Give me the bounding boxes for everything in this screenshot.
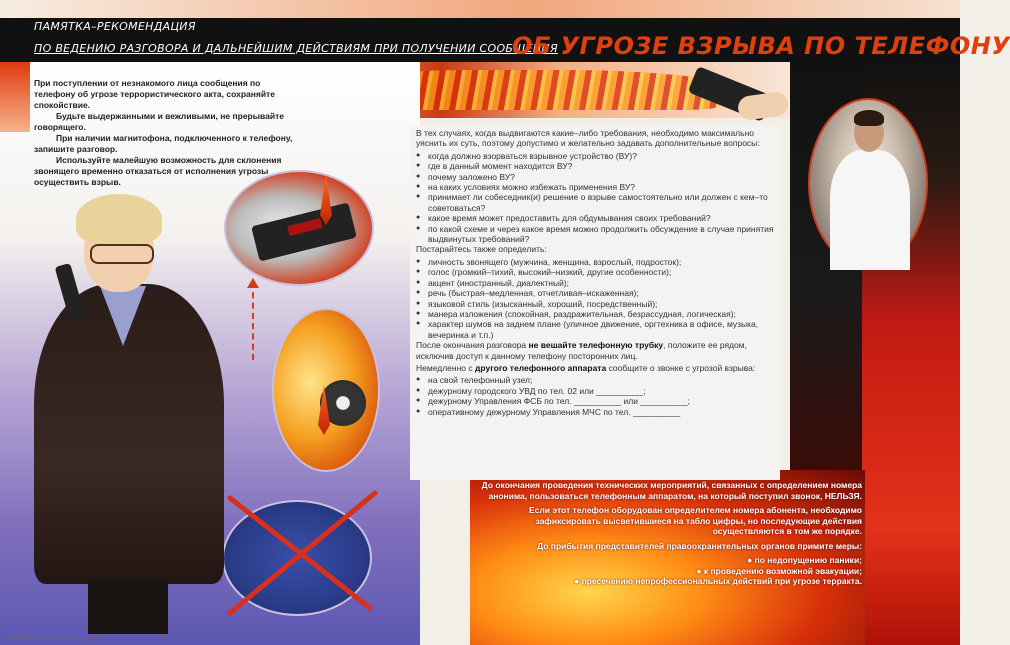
man-on-phone-image bbox=[808, 98, 928, 268]
list-item: ● почему заложено ВУ? bbox=[416, 172, 774, 182]
warning-paragraph: До окончания проведения технических мероприятий, связанных с определением номера анонима, пользоваться телефонным аппаратом, на который поступил звонок, НЕЛЬЗЯ. bbox=[481, 480, 862, 501]
after-bold: не вешайте телефонную трубку bbox=[528, 340, 664, 351]
intro-block bbox=[34, 78, 294, 188]
report-bold: другого телефонного аппарата bbox=[475, 362, 607, 373]
intro-paragraph: Используйте малейшую возможность для склонения звонящего временно отказаться от исполнения угрозы осуществить взрыв. bbox=[34, 155, 282, 187]
list-item: ● дежурному Управления ФСБ по тел. __________ или __________; bbox=[416, 396, 774, 406]
list-item: ● какое время может предоставить для обдумывания своих требований? bbox=[416, 213, 774, 223]
list-item: ● принимает ли собеседник(и) решение о взрыве самостоятельно или должен с кем–то советоваться? bbox=[416, 192, 774, 213]
intro-paragraph: Будьте выдержанными и вежливыми, не прерывайте говорящего. bbox=[34, 111, 284, 132]
warning-paragraph: До прибытия представителей правоохранительных органов примите меры: bbox=[537, 540, 862, 551]
list-item: ● акцент (иностранный, диалектный); bbox=[416, 278, 774, 288]
list-item: ● голос (громкий–тихий, высокий–низкий, другие особенности); bbox=[416, 267, 774, 277]
headline: ОБ УГРОЗЕ ВЗРЫВА ПО ТЕЛЕФОНУ bbox=[512, 32, 1010, 60]
after-pre: После окончания разговора bbox=[416, 340, 529, 351]
report-list bbox=[416, 375, 774, 417]
glasses-icon bbox=[90, 244, 154, 264]
arrow-up-icon bbox=[247, 278, 259, 288]
warning-paragraph: Если этот телефон оборудован определителем номера абонента, необходимо зафиксировать высветившиеся на табло цифры, но последующие действия осуществляются в том же порядке. bbox=[529, 505, 862, 536]
after-post: , положите ее рядом, исключив доступ к данному телефону посторонних лиц. bbox=[416, 340, 747, 361]
woman-legs bbox=[88, 578, 168, 634]
dashed-arrow bbox=[252, 282, 254, 360]
measures-list bbox=[468, 555, 862, 587]
list-item: ● когда должно взорваться взрывное устройство (ВУ)? bbox=[416, 151, 774, 161]
list-item: ● личность звонящего (мужчина, женщина, взрослый, подросток); bbox=[416, 257, 774, 267]
memo-label: ПАМЯТКА–РЕКОМЕНДАЦИЯ bbox=[34, 20, 196, 33]
list-item: ● на каких условиях можно избежать применения ВУ? bbox=[416, 182, 774, 192]
report-post: сообщите о звонке с угрозой взрыва: bbox=[606, 362, 756, 373]
list-item: ● пресечению непрофессиональных действий при угрозе терракта. bbox=[574, 576, 862, 586]
after-call-text bbox=[416, 340, 774, 361]
header-top-strip bbox=[0, 0, 960, 18]
intro-paragraph: При наличии магнитофона, подключенного к телефону, запишите разговор. bbox=[34, 133, 293, 154]
list-item: ● характер шумов на заднем плане (уличное движение, оргтехника в офисе, музыка, вечеринка и т.п.) bbox=[416, 319, 774, 340]
memo-subtitle: ПО ВЕДЕНИЮ РАЗГОВОРА И ДАЛЬНЕЙШИМ ДЕЙСТВИЯМ ПРИ ПОЛУЧЕНИИ СООБЩЕНИЯ bbox=[34, 42, 558, 55]
list-item: ● на свой телефонный узел; bbox=[416, 375, 774, 385]
man-shirt bbox=[830, 150, 910, 270]
man-hair bbox=[854, 110, 884, 126]
list-item: ● где в данный момент находится ВУ? bbox=[416, 161, 774, 171]
questions-list bbox=[416, 151, 774, 245]
list-item: ● по какой схеме и через какое время можно продолжить обсуждение в случае принятия выдвинутых требований? bbox=[416, 224, 774, 245]
list-item: ● по недопущению паники; bbox=[747, 555, 862, 565]
list-item: ● к проведению возможной эвакуации; bbox=[696, 565, 862, 576]
list-item: ● манера изложения (спокойная, раздражительная, безрассудная, логическая); bbox=[416, 309, 774, 319]
list-item: ● оперативному дежурному Управления МЧС по тел. __________ bbox=[416, 407, 774, 417]
rotary-phone-image bbox=[272, 308, 380, 472]
list-item: ● речь (быстрая–медленная, отчетливая–искаженная); bbox=[416, 288, 774, 298]
cross-out-icon bbox=[210, 478, 390, 628]
print-footer: Копировать 4 АЗ экз. зака. Тираж 3 bbox=[6, 636, 105, 642]
woman-hair bbox=[76, 194, 162, 244]
list-item: ● языковой стиль (изысканный, хороший, посредственный); bbox=[416, 299, 774, 309]
determine-list bbox=[416, 257, 774, 340]
left-red-accent bbox=[0, 62, 30, 132]
report-pre: Немедленно с bbox=[416, 362, 475, 373]
questions-lead: В тех случаях, когда выдвигаются какие–либо требования, необходимо максимально уяснить их суть, поэтому допустимо и желательно задавать дополнительные вопросы: bbox=[416, 128, 760, 149]
recorder-device-image bbox=[224, 170, 374, 286]
determine-lead: Постарайтесь также определить: bbox=[416, 244, 547, 255]
bottom-warning-block bbox=[468, 480, 862, 587]
intro-paragraph: При поступлении от незнакомого лица сообщения по телефону об угрозе террористического акта, сохраняйте спокойствие. bbox=[34, 78, 275, 110]
report-text bbox=[416, 363, 774, 373]
list-item: ● дежурному городского УВД по тел. 02 или __________; bbox=[416, 386, 774, 396]
woman-on-phone-image bbox=[28, 194, 228, 634]
main-text-panel bbox=[410, 126, 780, 480]
